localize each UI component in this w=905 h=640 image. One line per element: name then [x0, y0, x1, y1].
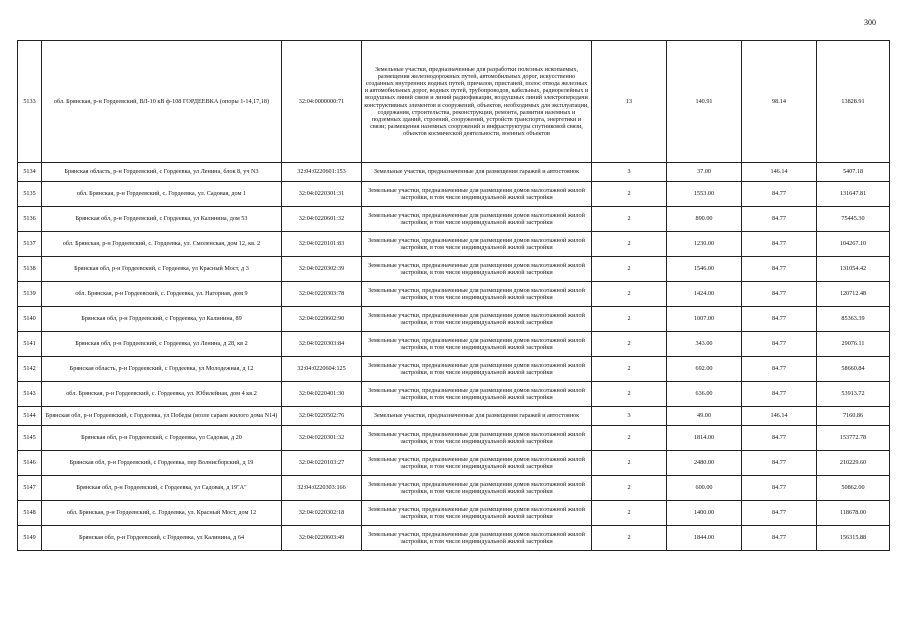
group-number-cell: 2	[592, 451, 667, 476]
address-cell: Брянская обл, р-н Гордеевский, с Гордеевка, ул Садовая, д 20	[42, 426, 282, 451]
row-number-cell: 5138	[18, 257, 42, 282]
row-number-cell: 5136	[18, 207, 42, 232]
row-number-cell: 5147	[18, 476, 42, 501]
address-cell: обл. Брянская, р-н Гордеевский, с. Гордеевка, ул. Красный Мост, дом 12	[42, 501, 282, 526]
area-cell: 49.00	[667, 407, 742, 426]
group-number-cell: 2	[592, 501, 667, 526]
group-number-cell: 2	[592, 257, 667, 282]
cadastral-number-cell: 32:04:0220401:30	[282, 382, 362, 407]
table-row	[18, 257, 890, 282]
table-body	[18, 41, 890, 551]
area-cell: 37.00	[667, 163, 742, 182]
table-row	[18, 382, 890, 407]
row-number-cell: 5148	[18, 501, 42, 526]
specific-value-cell: 84.77	[742, 257, 817, 282]
cadastral-number-cell: 32:04:0220301:32	[282, 426, 362, 451]
cadastral-value-cell: 7160.86	[817, 407, 890, 426]
area-cell: 1400.00	[667, 501, 742, 526]
cadastral-value-cell: 131647.81	[817, 182, 890, 207]
table-row	[18, 526, 890, 551]
land-use-cell: Земельные участки, предназначенные для размещения домов малоэтажной жилой застройки, в том числе индивидуальной жилой застройки	[362, 526, 592, 551]
group-number-cell: 13	[592, 41, 667, 163]
cadastral-value-cell: 53913.72	[817, 382, 890, 407]
land-use-cell: Земельные участки, предназначенные для размещения домов малоэтажной жилой застройки, в том числе индивидуальной жилой застройки	[362, 307, 592, 332]
area-cell: 1424.00	[667, 282, 742, 307]
page-number: 300	[864, 18, 876, 27]
cadastral-value-cell: 156315.88	[817, 526, 890, 551]
address-cell: Брянская обл, р-н Гордеевский, с Гордеевка, пер Волнисборский, д 19	[42, 451, 282, 476]
area-cell: 636.00	[667, 382, 742, 407]
row-number-cell: 5149	[18, 526, 42, 551]
specific-value-cell: 98.14	[742, 41, 817, 163]
table-row	[18, 332, 890, 357]
cadastral-value-cell: 29076.11	[817, 332, 890, 357]
row-number-cell: 5134	[18, 163, 42, 182]
cadastral-value-table	[17, 40, 890, 551]
land-use-cell: Земельные участки, предназначенные для размещения домов малоэтажной жилой застройки, в том числе индивидуальной жилой застройки	[362, 282, 592, 307]
row-number-cell: 5133	[18, 41, 42, 163]
area-cell: 343.00	[667, 332, 742, 357]
cadastral-number-cell: 32:04:0220303:84	[282, 332, 362, 357]
cadastral-value-cell: 153772.78	[817, 426, 890, 451]
group-number-cell: 3	[592, 407, 667, 426]
area-cell: 890.00	[667, 207, 742, 232]
cadastral-value-cell: 5407.18	[817, 163, 890, 182]
address-cell: Брянская обл, р-н Гордеевский, с Гордеевка, ул Красный Мост, д 3	[42, 257, 282, 282]
cadastral-value-cell: 58660.84	[817, 357, 890, 382]
cadastral-value-cell: 210229.60	[817, 451, 890, 476]
address-cell: Брянская область, р-н Гордеевский, с Гордеевка, ул Ленина, блок 8, уч N3	[42, 163, 282, 182]
cadastral-number-cell: 32:04:0220601:153	[282, 163, 362, 182]
table-row	[18, 476, 890, 501]
cadastral-number-cell: 32:04:0220604:125	[282, 357, 362, 382]
group-number-cell: 2	[592, 182, 667, 207]
row-number-cell: 5146	[18, 451, 42, 476]
row-number-cell: 5137	[18, 232, 42, 257]
cadastral-number-cell: 32:04:0220302:39	[282, 257, 362, 282]
cadastral-number-cell: 32:04:0220502:76	[282, 407, 362, 426]
cadastral-value-cell: 50862.00	[817, 476, 890, 501]
land-use-cell: Земельные участки, предназначенные для размещения домов малоэтажной жилой застройки, в том числе индивидуальной жилой застройки	[362, 357, 592, 382]
address-cell: Брянская область, р-н Гордеевский, с Гордеевка, ул Молодежная, д 12	[42, 357, 282, 382]
address-cell: Брянская обл, р-н Гордеевский, с Гордеевка, ул Ленина, д 28, кв 2	[42, 332, 282, 357]
land-use-cell: Земельные участки, предназначенные для размещения домов малоэтажной жилой застройки, в том числе индивидуальной жилой застройки	[362, 332, 592, 357]
cadastral-value-cell: 120712.48	[817, 282, 890, 307]
table-row	[18, 182, 890, 207]
land-use-cell: Земельные участки, предназначенные для разработки полезных ископаемых, размещения железнодорожных путей, автомобильных дорог, искусственно созданных внутренних водных путей, причалов, пристаней, полос отвода железных и автомобильных дорог, водных путей, трубопроводов, кабельных, радиорелейных и воздушных линий связи и линий радиофикации, воздушных линий электропередачи конструктивных элементов и сооружений, объектов, необходимых для эксплуатации, содержания, строительства, реконструкции, ремонта, развития наземных и подземных зданий, строений, сооружений, устройств транспорта, энергетики и связи; размещения наземных сооружений и инфраструктуры спутниковой связи, объектов космической деятельности, военных объектов	[362, 41, 592, 163]
group-number-cell: 2	[592, 232, 667, 257]
land-use-cell: Земельные участки, предназначенные для размещения домов малоэтажной жилой застройки, в том числе индивидуальной жилой застройки	[362, 182, 592, 207]
specific-value-cell: 84.77	[742, 207, 817, 232]
table-row	[18, 357, 890, 382]
address-cell: Брянская обл, р-н Гордеевский, с Гордеевка, ул Победы (возле сараев жилого дома N14)	[42, 407, 282, 426]
area-cell: 140.91	[667, 41, 742, 163]
table-row	[18, 451, 890, 476]
row-number-cell: 5135	[18, 182, 42, 207]
land-use-cell: Земельные участки, предназначенные для размещения домов малоэтажной жилой застройки, в том числе индивидуальной жилой застройки	[362, 382, 592, 407]
cadastral-number-cell: 32:04:0220103:27	[282, 451, 362, 476]
cadastral-number-cell: 32:04:0220602:90	[282, 307, 362, 332]
group-number-cell: 2	[592, 207, 667, 232]
cadastral-value-cell: 13828.91	[817, 41, 890, 163]
cadastral-value-cell: 85363.39	[817, 307, 890, 332]
specific-value-cell: 84.77	[742, 382, 817, 407]
group-number-cell: 2	[592, 282, 667, 307]
group-number-cell: 3	[592, 163, 667, 182]
row-number-cell: 5142	[18, 357, 42, 382]
address-cell: обл. Брянская, р-н Гордеевский, ВЛ-10 кВ ф-108 ГОРДЕЕВКА (опоры 1-14,17,18)	[42, 41, 282, 163]
address-cell: обл. Брянская, р-н Гордеевский, с. Гордеевка, ул. Юбилейная, дом 4 кв.2	[42, 382, 282, 407]
table-row	[18, 232, 890, 257]
specific-value-cell: 84.77	[742, 476, 817, 501]
cadastral-number-cell: 32:04:0220302:18	[282, 501, 362, 526]
specific-value-cell: 84.77	[742, 332, 817, 357]
area-cell: 2480.00	[667, 451, 742, 476]
row-number-cell: 5141	[18, 332, 42, 357]
address-cell: Брянская обл, р-н Гордеевский, с Гордеевка, ул Калинина, д 64	[42, 526, 282, 551]
area-cell: 1814.00	[667, 426, 742, 451]
address-cell: обл. Брянская, р-н Гордеевский, с. Гордеевка, ул. Садовая, дом 1	[42, 182, 282, 207]
cadastral-number-cell: 32:04:0220101:83	[282, 232, 362, 257]
cadastral-number-cell: 32:04:0220303:166	[282, 476, 362, 501]
row-number-cell: 5139	[18, 282, 42, 307]
address-cell: Брянская обл, р-н Гордеевский, с Гордеевка, ул Калинина, 89	[42, 307, 282, 332]
row-number-cell: 5140	[18, 307, 42, 332]
table-row	[18, 207, 890, 232]
specific-value-cell: 84.77	[742, 282, 817, 307]
cadastral-value-cell: 75445.30	[817, 207, 890, 232]
cadastral-number-cell: 32:04:0220303:78	[282, 282, 362, 307]
area-cell: 1546.00	[667, 257, 742, 282]
specific-value-cell: 84.77	[742, 307, 817, 332]
land-use-cell: Земельные участки, предназначенные для размещения домов малоэтажной жилой застройки, в том числе индивидуальной жилой застройки	[362, 207, 592, 232]
area-cell: 1230.00	[667, 232, 742, 257]
cadastral-value-cell: 104267.10	[817, 232, 890, 257]
land-use-cell: Земельные участки, предназначенные для размещения гаражей и автостоянок	[362, 407, 592, 426]
specific-value-cell: 146.14	[742, 407, 817, 426]
area-cell: 1007.00	[667, 307, 742, 332]
land-use-cell: Земельные участки, предназначенные для размещения гаражей и автостоянок	[362, 163, 592, 182]
table-row	[18, 407, 890, 426]
address-cell: обл. Брянская, р-н Гордеевский, с. Гордеевка, ул. Нагорная, дом 9	[42, 282, 282, 307]
group-number-cell: 2	[592, 526, 667, 551]
specific-value-cell: 84.77	[742, 182, 817, 207]
table-row	[18, 501, 890, 526]
group-number-cell: 2	[592, 357, 667, 382]
row-number-cell: 5145	[18, 426, 42, 451]
group-number-cell: 2	[592, 476, 667, 501]
cadastral-number-cell: 32:04:0000000:71	[282, 41, 362, 163]
table-row	[18, 426, 890, 451]
specific-value-cell: 84.77	[742, 357, 817, 382]
group-number-cell: 2	[592, 332, 667, 357]
group-number-cell: 2	[592, 382, 667, 407]
table-row	[18, 41, 890, 163]
table-row	[18, 163, 890, 182]
specific-value-cell: 84.77	[742, 501, 817, 526]
row-number-cell: 5143	[18, 382, 42, 407]
table-row	[18, 282, 890, 307]
group-number-cell: 2	[592, 426, 667, 451]
land-use-cell: Земельные участки, предназначенные для размещения домов малоэтажной жилой застройки, в том числе индивидуальной жилой застройки	[362, 232, 592, 257]
table-row	[18, 307, 890, 332]
specific-value-cell: 84.77	[742, 426, 817, 451]
area-cell: 1553.00	[667, 182, 742, 207]
address-cell: Брянская обл, р-н Гордеевский, с Гордеевка, ул Садовая, д 19"А"	[42, 476, 282, 501]
cadastral-value-cell: 131054.42	[817, 257, 890, 282]
specific-value-cell: 84.77	[742, 451, 817, 476]
specific-value-cell: 146.14	[742, 163, 817, 182]
address-cell: Брянская обл, р-н Гордеевский, с Гордеевка, ул Калинина, дом 53	[42, 207, 282, 232]
address-cell: обл. Брянская, р-н Гордеевский, с. Гордеевка, ул. Смоленская, дом 12, кв. 2	[42, 232, 282, 257]
specific-value-cell: 84.77	[742, 232, 817, 257]
cadastral-number-cell: 32:04:0220603:49	[282, 526, 362, 551]
area-cell: 600.00	[667, 476, 742, 501]
land-use-cell: Земельные участки, предназначенные для размещения домов малоэтажной жилой застройки, в том числе индивидуальной жилой застройки	[362, 257, 592, 282]
cadastral-number-cell: 32:04:0220301:31	[282, 182, 362, 207]
area-cell: 692.00	[667, 357, 742, 382]
group-number-cell: 2	[592, 307, 667, 332]
area-cell: 1844.00	[667, 526, 742, 551]
row-number-cell: 5144	[18, 407, 42, 426]
land-use-cell: Земельные участки, предназначенные для размещения домов малоэтажной жилой застройки, в том числе индивидуальной жилой застройки	[362, 426, 592, 451]
land-use-cell: Земельные участки, предназначенные для размещения домов малоэтажной жилой застройки, в том числе индивидуальной жилой застройки	[362, 501, 592, 526]
cadastral-value-cell: 118678.00	[817, 501, 890, 526]
specific-value-cell: 84.77	[742, 526, 817, 551]
land-use-cell: Земельные участки, предназначенные для размещения домов малоэтажной жилой застройки, в том числе индивидуальной жилой застройки	[362, 451, 592, 476]
cadastral-number-cell: 32:04:0220601:32	[282, 207, 362, 232]
land-use-cell: Земельные участки, предназначенные для размещения домов малоэтажной жилой застройки, в том числе индивидуальной жилой застройки	[362, 476, 592, 501]
